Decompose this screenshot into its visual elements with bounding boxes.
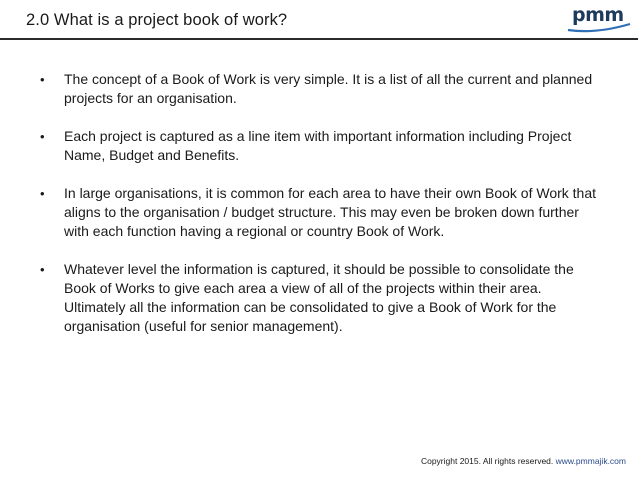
bullet-icon: •	[40, 129, 45, 144]
slide-title: 2.0 What is a project book of work?	[26, 11, 288, 29]
bullet-text: Whatever level the information is captured, it should be possible to consolidate the Book of Works to give each area a view of all of the projects within their area. Ultimately all the information can be consolidated to give a Book of Work for the organisation (useful for senior management).	[64, 261, 574, 334]
list-item	[40, 127, 600, 165]
logo-swoosh-icon	[566, 22, 632, 34]
list-item	[40, 70, 600, 108]
bullet-icon: •	[40, 186, 45, 201]
footer-copyright: Copyright 2015. All rights reserved.	[420, 456, 556, 466]
bullet-text: Each project is captured as a line item with important information including Project Name, Budget and Benefits.	[64, 128, 572, 163]
list-item	[40, 260, 600, 336]
bullet-list	[40, 70, 600, 355]
bullet-icon: •	[40, 262, 45, 277]
footer-url-link[interactable]: www.pmmajik.com	[555, 456, 626, 466]
title-divider	[0, 38, 638, 40]
bullet-icon: •	[40, 72, 45, 87]
logo-text: pmm	[572, 4, 624, 26]
pmm-logo	[566, 4, 632, 34]
footer	[421, 456, 626, 466]
list-item	[40, 184, 600, 241]
bullet-text: In large organisations, it is common for each area to have their own Book of Work that aligns to the organisation / budget structure. This may even be broken down further with each function having a regional or country Book of Work.	[64, 185, 597, 239]
bullet-text: The concept of a Book of Work is very simple. It is a list of all the current and planned projects for an organisation.	[64, 71, 593, 106]
